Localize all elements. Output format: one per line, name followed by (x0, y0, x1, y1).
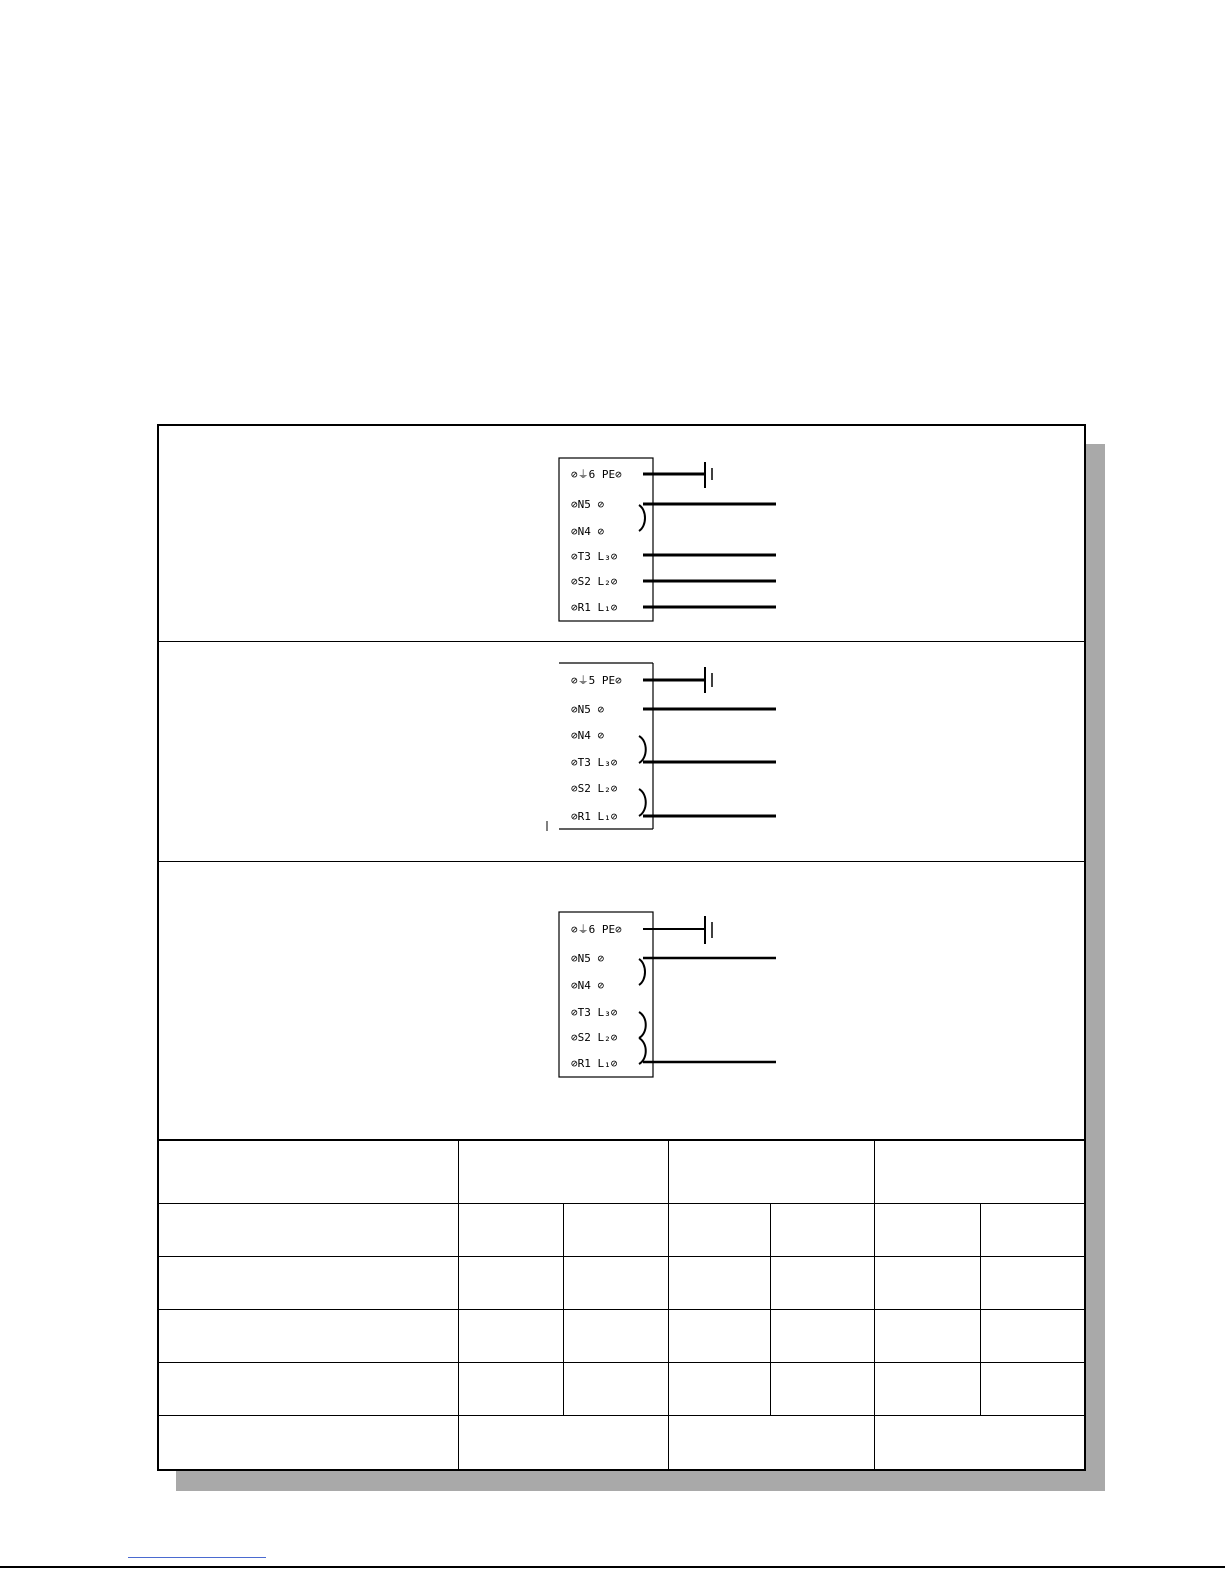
table-cell (159, 1309, 458, 1362)
table-cell (458, 1140, 668, 1203)
table-cell (668, 1415, 874, 1471)
table-row (159, 1362, 1084, 1415)
table-cell (563, 1203, 668, 1256)
table-cell (770, 1256, 874, 1309)
table-cell (874, 1256, 980, 1309)
table-cell (668, 1256, 770, 1309)
terminal-label: ⊘R1 L₁⊘ (571, 810, 618, 823)
table-cell (563, 1256, 668, 1309)
bridge-l2-l1 (639, 1038, 646, 1064)
terminal-block-1 (559, 458, 776, 621)
table-cell (563, 1362, 668, 1415)
table-cell (874, 1362, 980, 1415)
table-cell (874, 1415, 1084, 1471)
table-cell (668, 1309, 770, 1362)
terminal-label: ⊘N5 ⊘ (571, 952, 605, 965)
table-cell (159, 1256, 458, 1309)
terminal-label: ⊘R1 L₁⊘ (571, 1057, 618, 1070)
table-cell (458, 1362, 563, 1415)
terminal-label: ⊘R1 L₁⊘ (571, 601, 618, 614)
table-cell (980, 1309, 1084, 1362)
table-cell (668, 1203, 770, 1256)
terminal-block-2 (547, 663, 776, 831)
table-cell (770, 1362, 874, 1415)
table-cell (159, 1415, 458, 1471)
terminal-label: ⊘S2 L₂⊘ (571, 1031, 618, 1044)
terminal-label: ⊘T3 L₃⊘ (571, 550, 618, 563)
table-cell (980, 1203, 1084, 1256)
wiring-figure-frame (157, 424, 1086, 1471)
table-header-row (159, 1140, 1084, 1203)
table-cell (874, 1309, 980, 1362)
terminal-label: ⊘S2 L₂⊘ (571, 575, 618, 588)
table-cell (159, 1203, 458, 1256)
connection-table (159, 1139, 1084, 1471)
bridge-l2-l1 (639, 789, 646, 816)
terminal-label: ⊘⏚6 PE⊘ (571, 923, 622, 936)
terminal-label: ⊘N4 ⊘ (571, 525, 605, 538)
table-cell (874, 1140, 1084, 1203)
terminal-label: ⊘N4 ⊘ (571, 979, 605, 992)
table-cell (458, 1309, 563, 1362)
terminal-label: ⊘T3 L₃⊘ (571, 756, 618, 769)
table-subheader-row (159, 1203, 1084, 1256)
table-cell (458, 1203, 563, 1256)
table-cell (980, 1256, 1084, 1309)
terminal-label: ⊘⏚5 PE⊘ (571, 674, 622, 687)
footer-rule (0, 1566, 1225, 1568)
table-cell (159, 1140, 458, 1203)
table-cell (770, 1309, 874, 1362)
terminal-label: ⊘N4 ⊘ (571, 729, 605, 742)
bridge-n5-n4 (639, 505, 645, 531)
bridge-l3-l2 (639, 1012, 646, 1038)
terminal-label: ⊘N5 ⊘ (571, 498, 605, 511)
table-cell (980, 1362, 1084, 1415)
bridge-n4-l3 (639, 736, 646, 763)
terminal-label: ⊘T3 L₃⊘ (571, 1006, 618, 1019)
table-cell (159, 1362, 458, 1415)
bridge-n5-n4 (639, 959, 645, 985)
table-cell (458, 1256, 563, 1309)
wiring-diagrams (159, 426, 1084, 1139)
table-cell (563, 1309, 668, 1362)
terminal-label: ⊘⏚6 PE⊘ (571, 468, 622, 481)
table-cell (770, 1203, 874, 1256)
terminal-block-3 (559, 912, 776, 1077)
table-cell (668, 1362, 770, 1415)
table-footer-row (159, 1415, 1084, 1471)
table-row (159, 1256, 1084, 1309)
table-cell (874, 1203, 980, 1256)
table-row (159, 1309, 1084, 1362)
footer-link[interactable] (128, 1557, 266, 1558)
terminal-label: ⊘S2 L₂⊘ (571, 782, 618, 795)
table-cell (458, 1415, 668, 1471)
terminal-label: ⊘N5 ⊘ (571, 703, 605, 716)
table-cell (668, 1140, 874, 1203)
